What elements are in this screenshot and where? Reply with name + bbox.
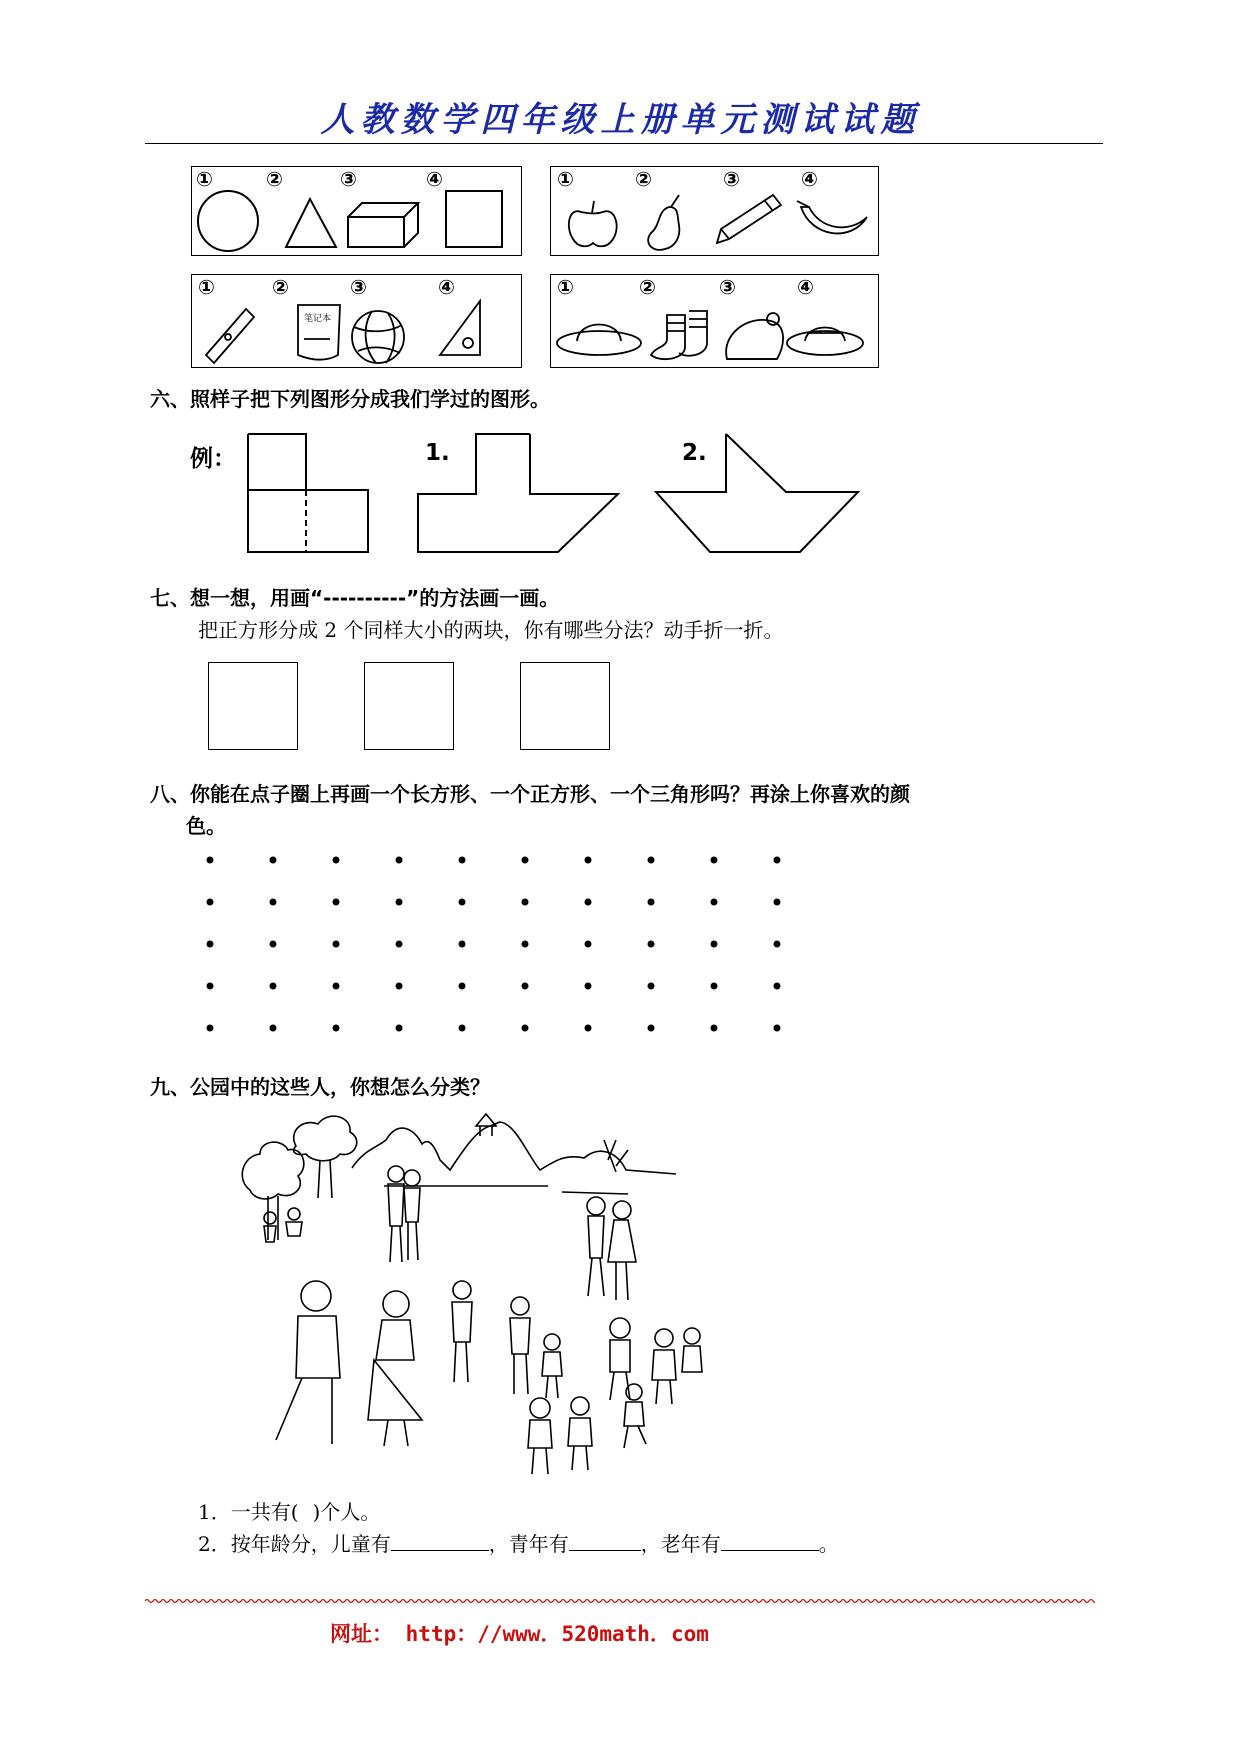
grid-dot [774, 1025, 781, 1032]
grid-dot [270, 899, 277, 906]
q7-square-3[interactable] [520, 662, 610, 750]
circle-shape [198, 191, 258, 251]
grid-dot [270, 983, 277, 990]
shapes-box-geometry [191, 166, 522, 256]
box-number: ③ [350, 275, 367, 299]
grid-dot [459, 941, 466, 948]
straw-hat-icon [787, 328, 863, 356]
grid-dot [396, 941, 403, 948]
shapes-box-fruit [550, 166, 879, 256]
box-number: ② [266, 167, 283, 191]
box-number: ① [198, 275, 215, 299]
person-icon [452, 1281, 472, 1382]
grid-dot [396, 899, 403, 906]
person-icon [624, 1384, 646, 1448]
footer-url[interactable]: http：//www．520math．com [405, 1622, 709, 1646]
fruit-svg [551, 167, 878, 255]
grid-dot [333, 857, 340, 864]
footer-wavy-divider [145, 1597, 1095, 1605]
clothing-svg [551, 275, 878, 367]
grid-dot [207, 857, 214, 864]
grid-dot [333, 1025, 340, 1032]
grid-dot [774, 983, 781, 990]
grid-dot [711, 983, 718, 990]
grid-dot [207, 983, 214, 990]
person-icon [368, 1291, 422, 1446]
grid-dot [774, 941, 781, 948]
grid-dot [459, 1025, 466, 1032]
person-icon [264, 1212, 276, 1242]
grid-dot [396, 1025, 403, 1032]
grid-dot [711, 857, 718, 864]
grid-dot [522, 899, 529, 906]
grid-dot [585, 1025, 592, 1032]
q9-line2-part-a: 2．按年龄分，儿童有 [198, 1532, 391, 1556]
box-number: ① [196, 167, 213, 191]
grid-dot [711, 1025, 718, 1032]
q8-title-line1: 八、你能在点子圈上再画一个长方形、一个正方形、一个三角形吗？再涂上你喜欢的颜 [150, 782, 910, 806]
grid-dot [207, 899, 214, 906]
knit-hat-icon [726, 313, 783, 359]
person-icon [568, 1397, 592, 1470]
person-icon [608, 1201, 636, 1300]
box-number: ③ [723, 167, 740, 191]
person-icon [652, 1329, 676, 1404]
box-number: ③ [719, 275, 736, 299]
person-icon [510, 1297, 530, 1394]
q6-example-label: 例： [190, 446, 236, 472]
person-icon [404, 1170, 420, 1260]
person-icon [388, 1166, 404, 1262]
person-icon [682, 1328, 702, 1372]
q6-label-2: 2. [682, 440, 707, 466]
q7-square-1[interactable] [208, 662, 298, 750]
grid-dot [648, 857, 655, 864]
grid-dot [774, 899, 781, 906]
q9-line1-prefix: 1．一共有( [198, 1500, 299, 1524]
person-icon [528, 1398, 552, 1474]
cuboid-shape [348, 203, 418, 247]
q6-figure-2 [654, 430, 860, 556]
objects-svg [192, 275, 521, 367]
ruler-icon [206, 309, 254, 363]
box-number: ④ [438, 275, 455, 299]
header-divider [145, 143, 1103, 144]
box-number: ④ [797, 275, 814, 299]
hill-outline [352, 1122, 676, 1174]
park-people-illustration [236, 1110, 712, 1482]
grid-dot [585, 941, 592, 948]
q7-title: 七、想一想，用画“----------”的方法画一画。 [150, 586, 560, 610]
apple-icon [569, 201, 617, 246]
person-icon [276, 1281, 340, 1444]
grid-dot [774, 857, 781, 864]
q6-title: 六、照样子把下列图形分成我们学过的图形。 [150, 387, 550, 411]
footer-url-line [330, 1618, 709, 1648]
pear-icon [648, 195, 679, 250]
page-title: 人教数学四年级上册单元测试试题 [320, 100, 921, 140]
grid-dot [270, 857, 277, 864]
q9-line2-part-d: 。 [818, 1532, 839, 1556]
grid-dot [648, 983, 655, 990]
geometry-shapes-svg [192, 167, 521, 255]
q9-question-2 [198, 1528, 839, 1557]
q9-line2-part-c: ，老年有 [640, 1532, 721, 1556]
grid-dot [522, 857, 529, 864]
box-number: ① [557, 167, 574, 191]
sunhat-icon [557, 325, 641, 356]
grid-dot [522, 1025, 529, 1032]
footer-label: 网址： [330, 1622, 393, 1646]
grid-dot [711, 899, 718, 906]
box-number: ② [639, 275, 656, 299]
box-number: ④ [801, 167, 818, 191]
notebook-label: 笔记本 [304, 314, 332, 324]
grid-dot [207, 1025, 214, 1032]
grid-dot [522, 983, 529, 990]
person-icon [542, 1334, 562, 1398]
grid-dot [585, 983, 592, 990]
basketball-icon [352, 311, 404, 363]
children-count-blank[interactable] [391, 1532, 489, 1551]
q9-line1-suffix: )个人。 [312, 1500, 381, 1524]
grid-dot [396, 857, 403, 864]
person-icon [286, 1208, 302, 1236]
box-number: ③ [340, 167, 357, 191]
grid-dot [459, 857, 466, 864]
triangle-shape [286, 199, 336, 247]
pencil-icon [717, 195, 781, 243]
grid-dot [648, 899, 655, 906]
grid-dot [333, 899, 340, 906]
grid-dot [459, 983, 466, 990]
shapes-box-objects [191, 274, 522, 368]
q9-line2-part-b: ，青年有 [488, 1532, 569, 1556]
banana-icon [797, 201, 867, 233]
square-shape [446, 191, 502, 247]
grid-dot [459, 899, 466, 906]
person-icon [587, 1197, 605, 1296]
grid-dot [711, 941, 718, 948]
q6-example-figure [240, 432, 370, 556]
triangle-ruler-icon [440, 301, 480, 355]
box-number: ② [635, 167, 652, 191]
elderly-count-blank[interactable] [721, 1532, 819, 1551]
q9-question-1 [198, 1496, 380, 1525]
box-number: ② [272, 275, 289, 299]
grid-dot [270, 1025, 277, 1032]
q7-square-2[interactable] [364, 662, 454, 750]
grid-dot [648, 941, 655, 948]
box-number: ① [557, 275, 574, 299]
q6-label-1: 1. [425, 440, 450, 466]
grid-dot [396, 983, 403, 990]
grid-dot [270, 941, 277, 948]
shapes-box-clothing [550, 274, 879, 368]
q7-instructions: 把正方形分成 2 个同样大小的两块，你有哪些分法？动手折一折。 [198, 618, 784, 642]
grid-dot [648, 1025, 655, 1032]
q8-title-line2: 色。 [186, 814, 226, 838]
grid-dot [333, 941, 340, 948]
grid-dot [585, 899, 592, 906]
q6-figure-1 [412, 432, 622, 556]
q9-title: 九、公园中的这些人，你想怎么分类？ [150, 1075, 490, 1099]
grid-dot [585, 857, 592, 864]
grid-dot [207, 941, 214, 948]
grid-dot [333, 983, 340, 990]
dot-grid[interactable] [190, 842, 810, 1042]
grid-dot [522, 941, 529, 948]
box-number: ④ [426, 167, 443, 191]
socks-icon [651, 311, 707, 359]
youth-count-blank[interactable] [569, 1532, 641, 1551]
